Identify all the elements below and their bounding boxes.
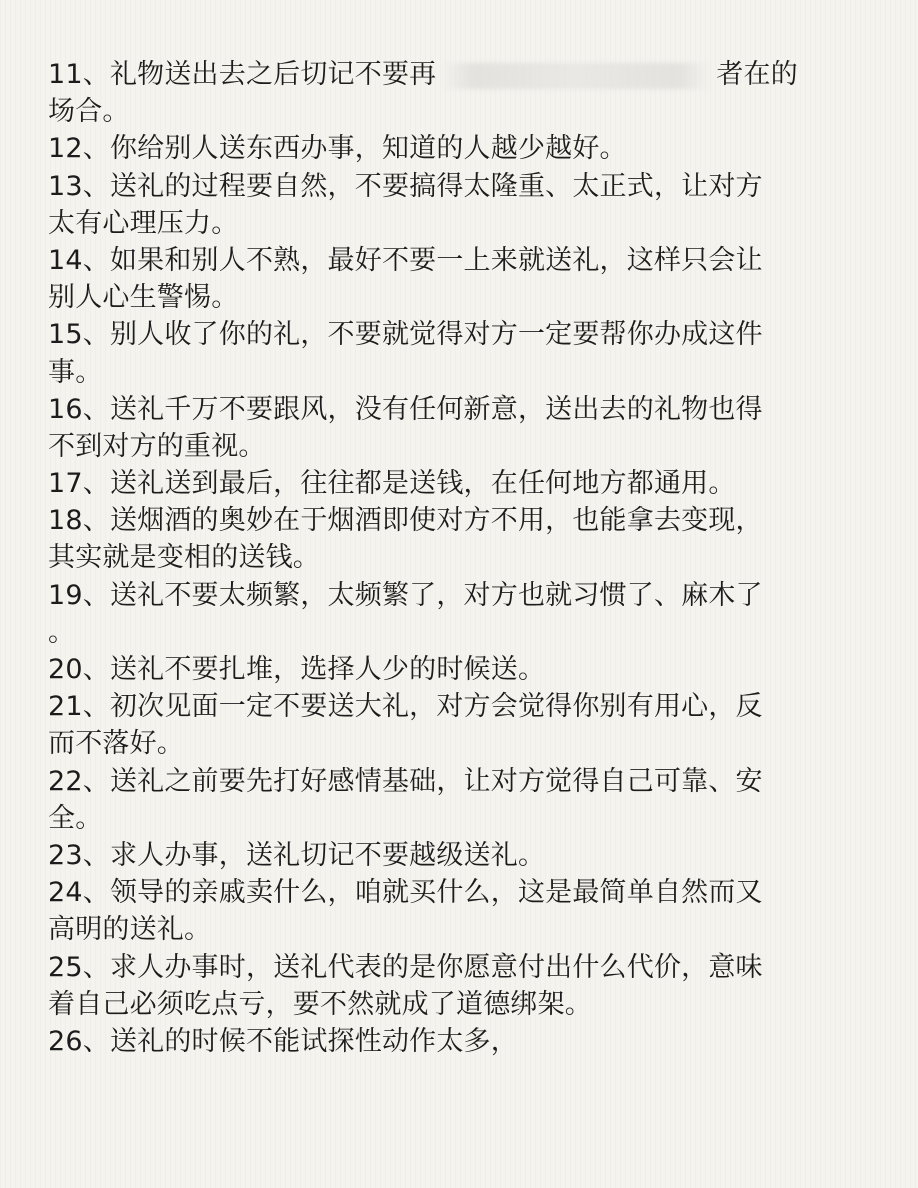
- text-line-2: 场合。: [48, 96, 130, 128]
- text-line-25: 25、求人办事时，送礼代表的是你愿意付出什么代价，意味: [48, 951, 763, 983]
- text-line-27: 26、送礼的时候不能试探性动作太多，: [48, 1025, 518, 1057]
- text-line-7: 别人心生警惕。: [48, 282, 239, 314]
- text-line-8: 15、别人收了你的礼，不要就觉得对方一定要帮你办成这件: [48, 319, 763, 351]
- text-line-9: 事。: [48, 356, 103, 388]
- text-line-1: [48, 56, 878, 93]
- text-line-20: 22、送礼之前要先打好感情基础，让对方觉得自己可靠、安: [48, 765, 763, 797]
- text-line-24: 高明的送礼。: [48, 914, 212, 946]
- text-line-1-start: 11、礼物送出去之后切记不要再: [48, 59, 437, 90]
- text-line-15: 19、送礼不要太频繁，太频繁了，对方也就习惯了、麻木了: [48, 579, 763, 611]
- text-line-14: 其实就是变相的送钱。: [48, 542, 320, 574]
- text-line-16: 。: [48, 616, 76, 648]
- text-line-4: 13、送礼的过程要自然，不要搞得太隆重、太正式，让对方: [48, 170, 763, 202]
- text-line-11: 不到对方的重视。: [48, 430, 266, 462]
- text-line-12: 17、送礼送到最后，往往都是送钱，在任何地方都通用。: [48, 468, 736, 500]
- text-line-18: 21、初次见面一定不要送大礼，对方会觉得你别有用心，反: [48, 691, 763, 723]
- text-line-6: 14、如果和别人不熟，最好不要一上来就送礼，这样只会让: [48, 244, 763, 276]
- text-line-23: 24、领导的亲戚卖什么，咱就买什么，这是最简单自然而又: [48, 877, 763, 909]
- text-line-5: 太有心理压力。: [48, 207, 239, 239]
- text-line-17: 20、送礼不要扎堆，选择人少的时候送。: [48, 654, 546, 685]
- text-line-22: 23、求人办事，送礼切记不要越级送礼。: [48, 839, 546, 871]
- text-line-10: 16、送礼千万不要跟风，没有任何新意，送出去的礼物也得: [48, 393, 763, 425]
- text-line-3: 12、你给别人送东西办事，知道的人越少越好。: [48, 133, 627, 165]
- text-line-13: 18、送烟酒的奥妙在于烟酒即使对方不用，也能拿去变现，: [48, 505, 763, 537]
- text-line-26: 着自己必须吃点亏，要不然就成了道德绑架。: [48, 988, 592, 1020]
- text-line-1-end: 者在的: [716, 59, 798, 90]
- text-line-19: 而不落好。: [48, 728, 184, 760]
- redacted-region: [442, 63, 710, 89]
- text-line-21: 全。: [48, 802, 103, 834]
